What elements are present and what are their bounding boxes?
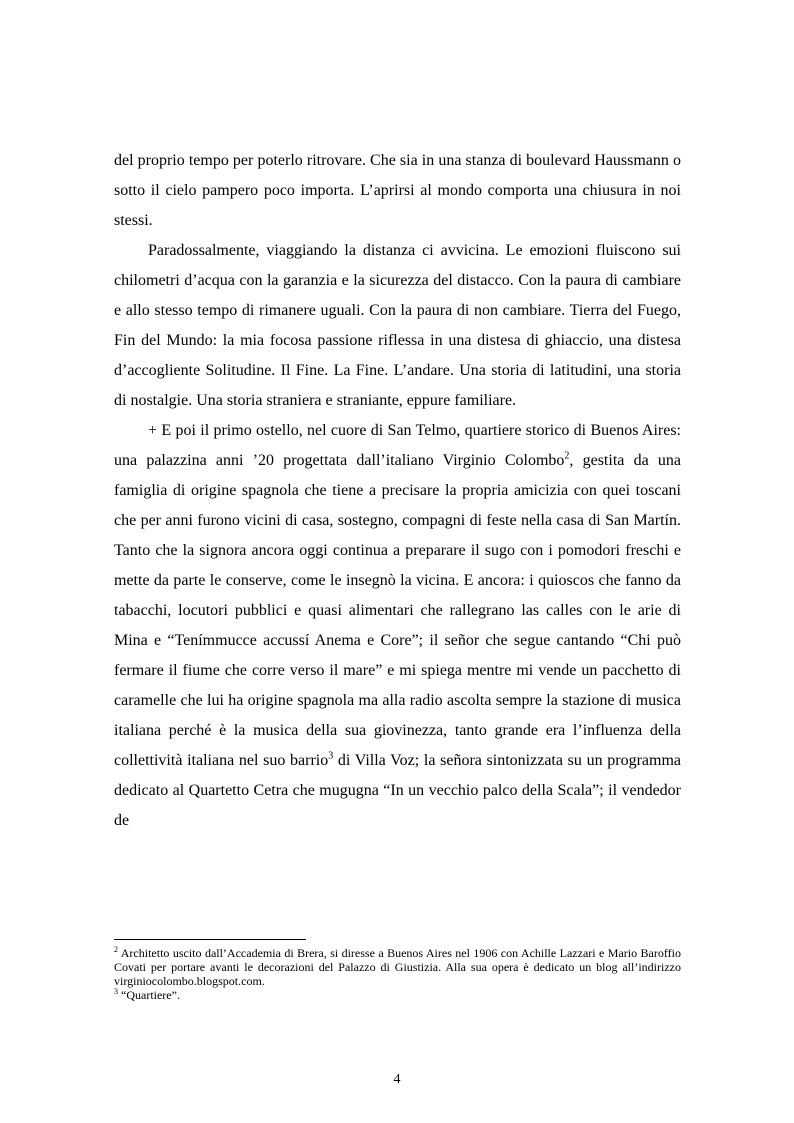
- paragraph-3-text-b: , gestita da una famiglia di origine spagnola che tiene a precisare la propria amicizia con quei toscani che per anni furono vicini di casa, sostegno, compagni di feste nella casa di San Martín. Tanto che la signora ancora oggi continua a preparare il sugo con i pomodori freschi e mette da parte le conserve, come le insegnò la vicina. E ancora: i quioscos che fanno da tabacchi, locutori pubblici e quasi alimentari che rallegrano las calles con le arie di Mina e “Tenímmucce accussí Anema e Core”; il señor che segue cantando “Chi può fermare il fiume che corre verso il mare” e mi spiega mentre mi vende un pacchetto di caramelle che lui ha origine spagnola ma alla radio ascolta sempre la stazione di musica italiana perché è la musica della sua giovinezza, tanto grande era l’influenza della collettività italiana nel suo barrio: [114, 452, 682, 769]
- footnote-text: Architetto uscito dall’Accademia di Brera, si diresse a Buenos Aires nel 1906 con Achille Lazzari e Mario Baroffio Covati per portare avanti le decorazioni del Palazzo di Giustizia. Alla sua opera è dedicato un blog all’indirizzo virginiocolombo.blogspot.com.: [114, 946, 681, 988]
- paragraph-2: [114, 236, 681, 416]
- body-text: [114, 146, 681, 836]
- footnote-separator: [114, 939, 306, 940]
- footnote-3: [114, 988, 681, 1002]
- paragraph-3-text-a: + E poi il primo ostello, nel cuore di San Telmo, quartiere storico di Buenos Aires: una palazzina anni ’20 progettata dall’italiano Virginio Colombo: [114, 422, 681, 469]
- footnote-mark: 2: [114, 945, 118, 954]
- paragraph-2-text: Paradossalmente, viaggiando la distanza ci avvicina. Le emozioni fluiscono sui chilometri d’acqua con la garanzia e la sicurezza del distacco. Con la paura di cambiare e allo stesso tempo di rimanere uguali. Con la paura di non cambiare. Tierra del Fuego, Fin del Mundo: la mia focosa passione riflessa in una distesa di ghiaccio, una distesa d’accogliente Solitudine. Il Fine. La Fine. L’andare. Una storia di latitudini, una storia di nostalgie. Una storia straniera e straniante, eppure familiare.: [114, 242, 681, 409]
- page-number: 4: [393, 1072, 401, 1087]
- footnote-2: [114, 946, 681, 988]
- footnote-mark: 3: [114, 987, 118, 996]
- footnote-text: “Quartiere”.: [118, 988, 180, 1002]
- paragraph-1: [114, 146, 681, 236]
- footnotes: [114, 946, 681, 1002]
- paragraph-3: [114, 416, 681, 836]
- footnote-ref-2: 2: [564, 450, 570, 462]
- paragraph-3-text-c: di Villa Voz; la señora sintonizzata su un programma dedicato al Quartetto Cetra che mugugna “In un vecchio palco della Scala”; il vendedor de: [114, 752, 681, 829]
- paragraph-1-text: del proprio tempo per poterlo ritrovare. Che sia in una stanza di boulevard Haussmann o sotto il cielo pampero poco importa. L’aprirsi al mondo comporta una chiusura in noi stessi.: [114, 152, 681, 229]
- footnote-ref-3: 3: [328, 750, 334, 762]
